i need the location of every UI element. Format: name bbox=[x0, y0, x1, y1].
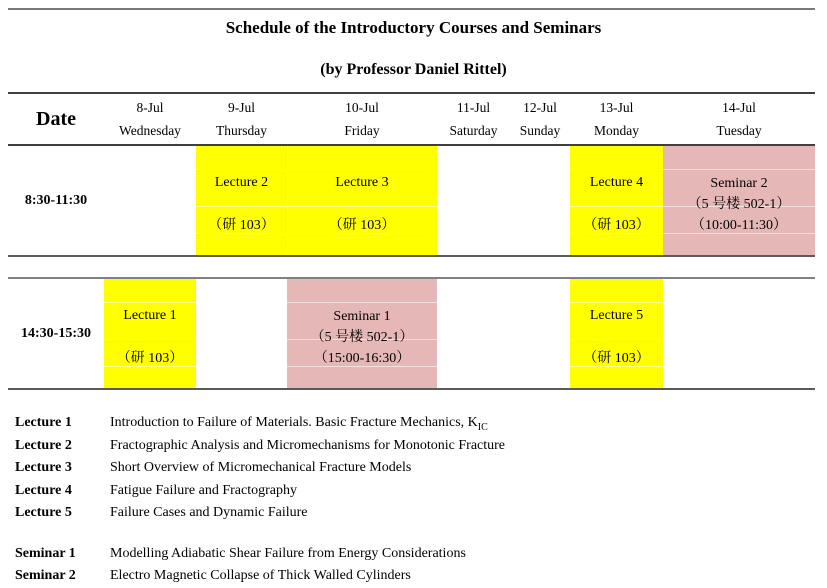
legend-row-lecture-5 bbox=[15, 502, 805, 524]
day-date: 9-Jul bbox=[228, 99, 255, 115]
legend-description-text: Failure Cases and Dynamic Failure bbox=[110, 505, 308, 520]
event-title: Lecture 5 bbox=[589, 308, 644, 323]
legend-description bbox=[110, 480, 805, 502]
legend-row-lecture-2 bbox=[15, 435, 805, 457]
legend-description-text: Electro Magnetic Collapse of Thick Walled Cylinders bbox=[110, 568, 411, 583]
day-date: 13-Jul bbox=[599, 99, 634, 115]
legend-description bbox=[110, 543, 805, 565]
legend-description-text: Modelling Adiabatic Shear Failure from Energy Considerations bbox=[110, 545, 466, 561]
day-name: Sunday bbox=[519, 122, 561, 138]
legend-description bbox=[110, 412, 805, 434]
legend-description bbox=[110, 502, 805, 524]
time-slot-label: 14:30-15:30 bbox=[21, 325, 91, 341]
event-title: Lecture 1 bbox=[123, 308, 177, 323]
event-room: （研 103） bbox=[208, 218, 275, 233]
legend-description bbox=[110, 565, 805, 587]
event-room: （研 103） bbox=[116, 351, 184, 366]
legend-label: Lecture 4 bbox=[15, 482, 72, 498]
day-date: 11-Jul bbox=[456, 99, 491, 115]
day-header-8jul bbox=[104, 94, 196, 144]
legend-description-text: Fatigue Failure and Fractography bbox=[110, 482, 298, 498]
cell-11jul-pm-empty bbox=[437, 279, 510, 388]
day-header-14jul bbox=[663, 94, 815, 144]
top-divider bbox=[8, 8, 815, 10]
schedule-row-afternoon bbox=[8, 279, 815, 390]
cell-8jul-pm-lecture-1 bbox=[104, 279, 196, 388]
cell-14jul-am-seminar-2 bbox=[663, 146, 815, 255]
legend bbox=[15, 412, 805, 588]
legend-label: Lecture 1 bbox=[15, 415, 72, 430]
cell-9jul-am-lecture-2 bbox=[196, 146, 287, 255]
cell-12jul-pm-empty bbox=[510, 279, 570, 388]
day-header-12jul bbox=[510, 94, 570, 144]
day-header-9jul bbox=[196, 94, 287, 144]
day-name: Thursday bbox=[216, 122, 267, 138]
legend-description-subscript: IC bbox=[477, 421, 488, 433]
cell-11jul-am-empty bbox=[437, 146, 510, 255]
legend-label: Lecture 2 bbox=[15, 437, 72, 453]
cell-14jul-pm-empty bbox=[663, 279, 815, 388]
event-title: Lecture 3 bbox=[335, 175, 389, 190]
cell-9jul-pm-empty bbox=[196, 279, 287, 388]
day-date: 14-Jul bbox=[722, 99, 756, 115]
event-room: （研 103） bbox=[583, 351, 650, 366]
legend-row-seminar-1 bbox=[15, 543, 805, 565]
day-header-10jul bbox=[287, 94, 437, 144]
cell-13jul-am-lecture-4 bbox=[570, 146, 663, 255]
day-header-11jul bbox=[437, 94, 510, 144]
date-column-header: Date bbox=[36, 107, 76, 130]
legend-seminar-group bbox=[15, 543, 805, 587]
legend-description bbox=[110, 435, 805, 457]
event-time: （10:00-11:30） bbox=[691, 218, 787, 233]
time-slot-label: 8:30-11:30 bbox=[24, 192, 88, 208]
event-time: （15:00-16:30） bbox=[313, 351, 411, 366]
event-room: （5 号楼 502-1） bbox=[687, 197, 791, 212]
legend-label: Lecture 5 bbox=[15, 505, 72, 520]
page-subtitle: (by Professor Daniel Rittel) bbox=[320, 61, 507, 78]
cell-12jul-am-empty bbox=[510, 146, 570, 255]
cell-10jul-pm-seminar-1 bbox=[287, 279, 437, 388]
cell-8jul-am-empty bbox=[104, 146, 196, 255]
day-date: 8-Jul bbox=[136, 99, 164, 115]
page-title: Schedule of the Introductory Courses and Seminars bbox=[225, 18, 602, 37]
cell-13jul-pm-lecture-5 bbox=[570, 279, 663, 388]
day-header-13jul bbox=[570, 94, 663, 144]
legend-label: Lecture 3 bbox=[15, 460, 72, 475]
day-name: Wednesday bbox=[119, 122, 181, 138]
legend-row-lecture-1 bbox=[15, 412, 805, 434]
event-title: Lecture 2 bbox=[214, 175, 269, 190]
cell-10jul-am-lecture-3 bbox=[287, 146, 437, 255]
legend-label: Seminar 2 bbox=[15, 568, 76, 583]
schedule-row-morning bbox=[8, 146, 815, 257]
legend-row-seminar-2 bbox=[15, 565, 805, 587]
event-title: Seminar 2 bbox=[710, 176, 768, 191]
event-room: （研 103） bbox=[583, 218, 650, 233]
legend-row-lecture-4 bbox=[15, 480, 805, 502]
legend-description-text: Introduction to Failure of Materials. Basic Fracture Mechanics, K bbox=[110, 415, 478, 430]
legend-label: Seminar 1 bbox=[15, 545, 76, 561]
event-room: （5 号楼 502-1） bbox=[310, 330, 414, 345]
legend-description-text: Fractographic Analysis and Micromechanisms for Monotonic Fracture bbox=[110, 437, 506, 453]
schedule-header-row bbox=[8, 92, 815, 146]
legend-description-text: Short Overview of Micromechanical Fracture Models bbox=[110, 460, 412, 475]
event-title: Lecture 4 bbox=[589, 175, 644, 190]
day-name: Tuesday bbox=[716, 122, 762, 138]
day-date: 12-Jul bbox=[523, 99, 557, 115]
day-name: Monday bbox=[594, 122, 639, 138]
legend-row-lecture-3 bbox=[15, 457, 805, 479]
day-name: Saturday bbox=[449, 122, 498, 138]
legend-description bbox=[110, 457, 805, 479]
event-room: （研 103） bbox=[328, 218, 396, 233]
event-title: Seminar 1 bbox=[333, 309, 391, 324]
day-date: 10-Jul bbox=[345, 99, 379, 115]
day-name: Friday bbox=[344, 122, 380, 138]
